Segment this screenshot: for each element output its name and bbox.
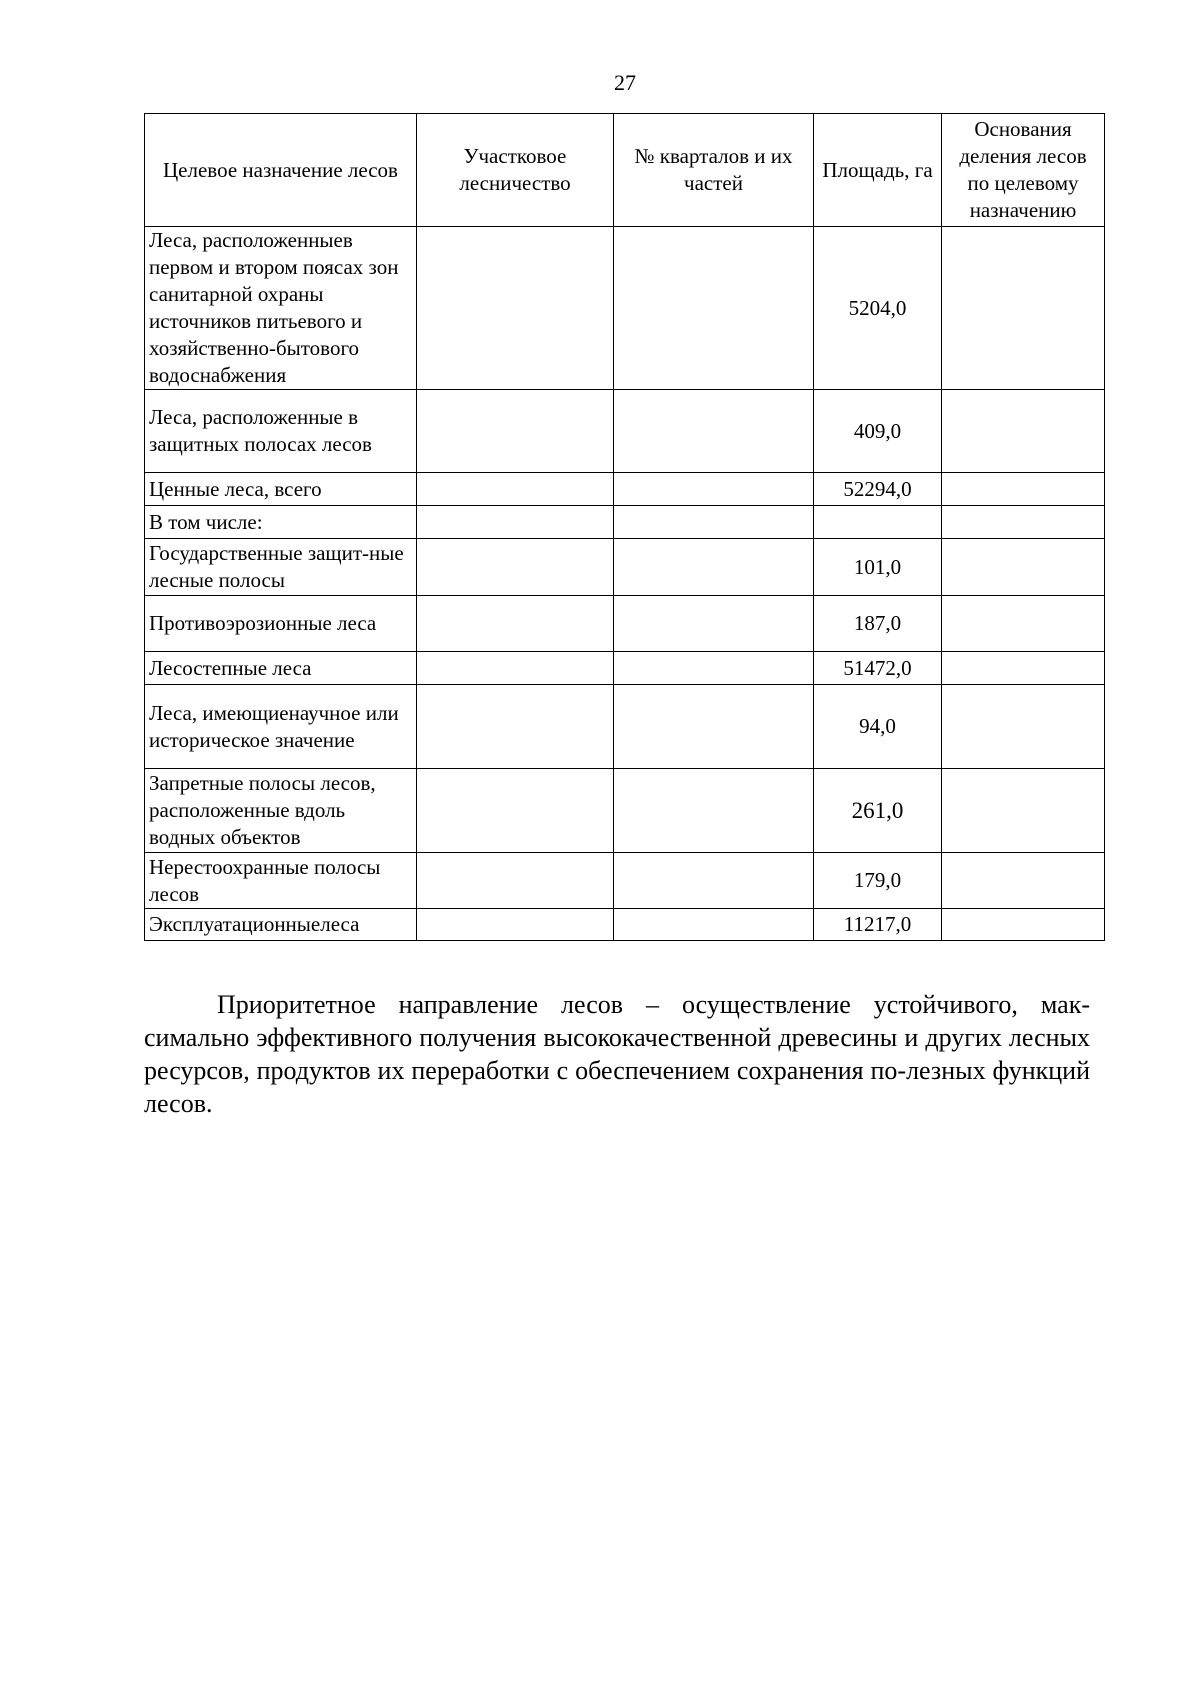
cell-purpose: В том числе:	[145, 506, 417, 539]
cell-quarters	[614, 539, 814, 596]
page-number: 27	[614, 70, 636, 95]
cell-basis	[942, 539, 1105, 596]
table-row	[145, 596, 1105, 652]
cell-purpose: Лесостепные леса	[145, 652, 417, 685]
table-row	[145, 652, 1105, 685]
cell-basis	[942, 596, 1105, 652]
cell-basis	[942, 390, 1105, 473]
header-purpose: Целевое назначение лесов	[145, 114, 417, 227]
cell-basis	[942, 769, 1105, 853]
cell-purpose: Противоэрозионные леса	[145, 596, 417, 652]
cell-quarters	[614, 390, 814, 473]
cell-area	[814, 506, 942, 539]
table-row	[145, 227, 1105, 390]
cell-district	[417, 227, 614, 390]
cell-basis	[942, 473, 1105, 506]
table-row	[145, 473, 1105, 506]
cell-district	[417, 769, 614, 853]
cell-quarters	[614, 769, 814, 853]
cell-district	[417, 473, 614, 506]
header-quarters: № кварталов и их частей	[614, 114, 814, 227]
cell-area: 179,0	[814, 853, 942, 909]
cell-basis	[942, 853, 1105, 909]
cell-district	[417, 652, 614, 685]
cell-basis	[942, 909, 1105, 941]
table-row	[145, 909, 1105, 941]
table-row	[145, 390, 1105, 473]
cell-area: 11217,0	[814, 909, 942, 941]
table-row	[145, 506, 1105, 539]
cell-purpose: Нерестоохранные полосы лесов	[145, 853, 417, 909]
table-row	[145, 539, 1105, 596]
cell-purpose: Леса, расположенныев первом и втором поясах зон санитарной охраны источников питьевого и хозяйственно-бытового водоснабжения	[145, 227, 417, 390]
cell-basis	[942, 685, 1105, 769]
cell-purpose: Ценные леса, всего	[145, 473, 417, 506]
cell-quarters	[614, 473, 814, 506]
cell-basis	[942, 506, 1105, 539]
cell-district	[417, 909, 614, 941]
cell-purpose: Эксплуатационныелеса	[145, 909, 417, 941]
cell-quarters	[614, 596, 814, 652]
table-header-row	[145, 114, 1105, 227]
cell-quarters	[614, 506, 814, 539]
cell-quarters	[614, 685, 814, 769]
cell-quarters	[614, 853, 814, 909]
cell-area: 5204,0	[814, 227, 942, 390]
header-district: Участковое лесничество	[417, 114, 614, 227]
cell-quarters	[614, 909, 814, 941]
cell-basis	[942, 227, 1105, 390]
cell-district	[417, 596, 614, 652]
header-basis: Основания деления лесов по целевому назначению	[942, 114, 1105, 227]
cell-area: 101,0	[814, 539, 942, 596]
cell-district	[417, 853, 614, 909]
cell-area: 261,0	[814, 769, 942, 853]
cell-area: 51472,0	[814, 652, 942, 685]
body-paragraph: Приоритетное направление лесов – осуществление устойчивого, мак-симально эффективного получения высококачественной древесины и других лесных ресурсов, продуктов их переработки с обеспечением сохранения по-лезных функций лесов.	[144, 990, 1090, 1118]
forest-purpose-table	[144, 113, 1105, 941]
table-row	[145, 685, 1105, 769]
cell-area: 409,0	[814, 390, 942, 473]
cell-district	[417, 506, 614, 539]
cell-basis	[942, 652, 1105, 685]
table-row	[145, 769, 1105, 853]
cell-quarters	[614, 227, 814, 390]
cell-purpose: Запретные полосы лесов, расположенные вдоль водных объектов	[145, 769, 417, 853]
cell-area: 94,0	[814, 685, 942, 769]
table-row	[145, 853, 1105, 909]
cell-area: 52294,0	[814, 473, 942, 506]
header-area: Площадь, га	[814, 114, 942, 227]
cell-purpose: Государственные защит-ные лесные полосы	[145, 539, 417, 596]
cell-district	[417, 685, 614, 769]
cell-quarters	[614, 652, 814, 685]
cell-district	[417, 539, 614, 596]
cell-district	[417, 390, 614, 473]
cell-purpose: Леса, расположенные в защитных полосах лесов	[145, 390, 417, 473]
cell-area: 187,0	[814, 596, 942, 652]
cell-purpose: Леса, имеющиенаучное или историческое значение	[145, 685, 417, 769]
